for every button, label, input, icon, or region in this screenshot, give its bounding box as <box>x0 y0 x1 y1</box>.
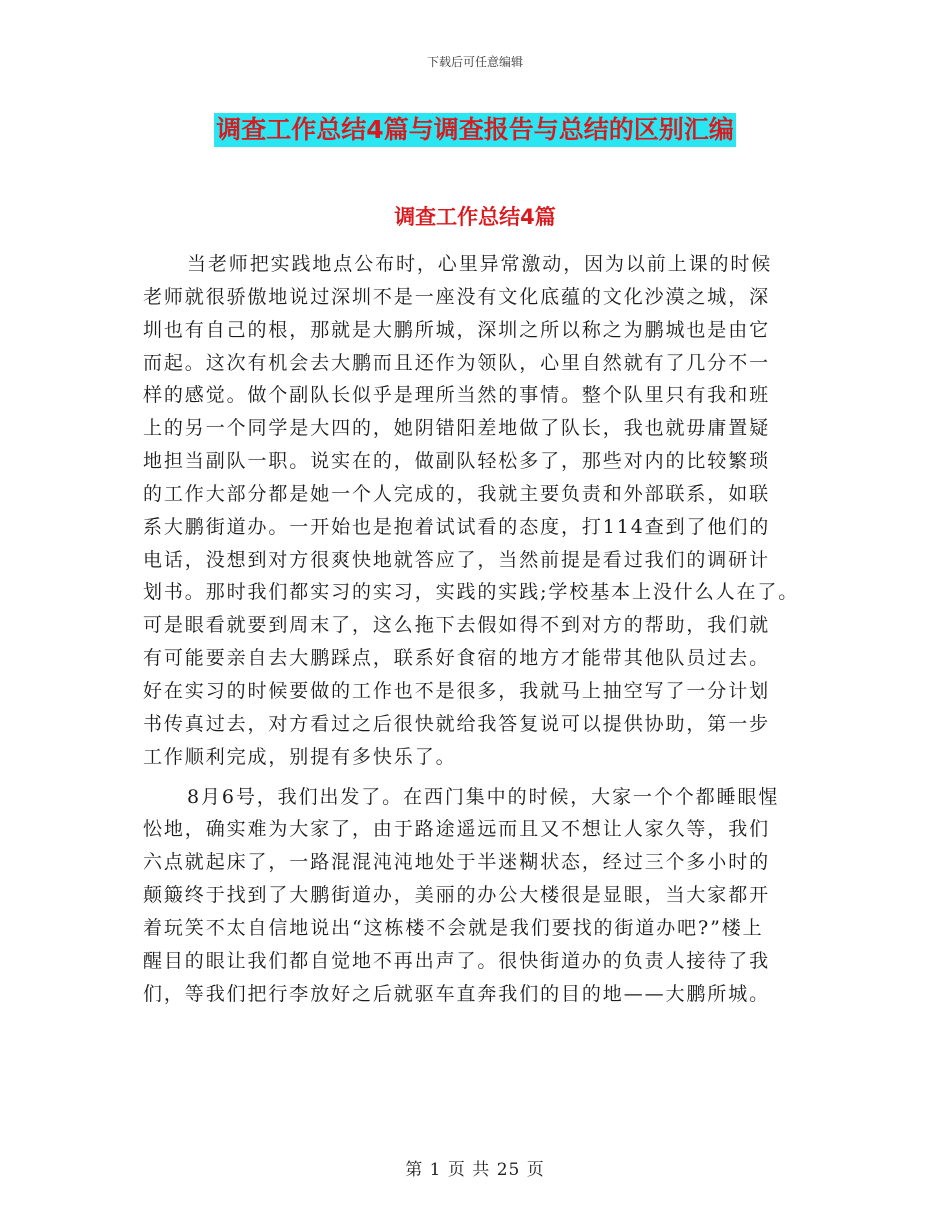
text-line: 工作顺利完成，别提有多快乐了。 <box>143 745 457 768</box>
page-footer: 第 1 页 共 25 页 <box>405 1160 545 1180</box>
text-line: 好在实习的时候要做的工作也不是很多，我就马上抽空写了一分计划 <box>143 679 771 702</box>
text-line: 地担当副队一职。说实在的，做副队轻松多了，那些对内的比较繁琐 <box>143 450 771 473</box>
text-line: 六点就起床了，一路混混沌沌地处于半迷糊状态，经过三个多小时的 <box>143 851 771 874</box>
header-note: 下载后可任意编辑 <box>426 55 523 69</box>
text-line: 们，等我们把行李放好之后就驱车直奔我们的目的地——大鹏所城。 <box>143 982 771 1005</box>
text-line: 电话，没想到对方很爽快地就答应了，当然前提是看过我们的调研计 <box>143 548 771 571</box>
main-title: 调查工作总结4篇与调查报告与总结的区别汇编 <box>214 113 735 147</box>
section-title: 调查工作总结4篇 <box>394 205 556 229</box>
text-line: 颠簸终于找到了大鹏街道办，美丽的办公大楼很是显眼，当大家都开 <box>143 884 771 907</box>
text-line: 书传真过去，对方看过之后很快就给我答复说可以提供协助，第一步 <box>143 712 771 735</box>
paragraph-gap <box>143 774 823 781</box>
text-line: 系大鹏街道办。一开始也是抱着试试看的态度，打114查到了他们的 <box>143 515 771 538</box>
body-text <box>143 248 823 1010</box>
text-line: 可是眼看就要到周末了，这么拖下去假如得不到对方的帮助，我们就 <box>143 614 771 637</box>
text-line: 划书。那时我们都实习的实习，实践的实践;学校基本上没什么人在了。 <box>143 581 800 604</box>
text-line: 醒目的眼让我们都自觉地不再出声了。很快街道办的负责人接待了我 <box>143 949 771 972</box>
text-line: 当老师把实践地点公布时，心里异常激动，因为以前上课的时候 <box>187 253 773 275</box>
text-line: 而起。这次有机会去大鹏而且还作为领队，心里自然就有了几分不一 <box>143 351 771 374</box>
text-line: 上的另一个同学是大四的，她阴错阳差地做了队长，我也就毋庸置疑 <box>143 417 771 440</box>
text-line: 8月6号，我们出发了。在西门集中的时候，大家一个个都睡眼惺 <box>187 785 780 808</box>
text-line: 有可能要亲自去大鹏踩点，联系好食宿的地方才能带其他队员过去。 <box>143 647 771 670</box>
text-line: 忪地，确实难为大家了，由于路途遥远而且又不想让人家久等，我们 <box>143 818 771 841</box>
paragraph <box>143 781 823 1011</box>
text-line: 样的感觉。做个副队长似乎是理所当然的事情。整个队里只有我和班 <box>143 384 771 407</box>
main-title-wrap <box>0 113 950 147</box>
text-line: 老师就很骄傲地说过深圳不是一座没有文化底蕴的文化沙漠之城，深 <box>143 285 771 308</box>
paragraph <box>143 248 823 774</box>
text-line: 的工作大部分都是她一个人完成的，我就主要负责和外部联系，如联 <box>143 482 771 505</box>
text-line: 着玩笑不太自信地说出“这栋楼不会就是我们要找的街道办吧?”楼上 <box>143 916 764 939</box>
text-line: 圳也有自己的根，那就是大鹏所城，深圳之所以称之为鹏城也是由它 <box>143 318 771 341</box>
